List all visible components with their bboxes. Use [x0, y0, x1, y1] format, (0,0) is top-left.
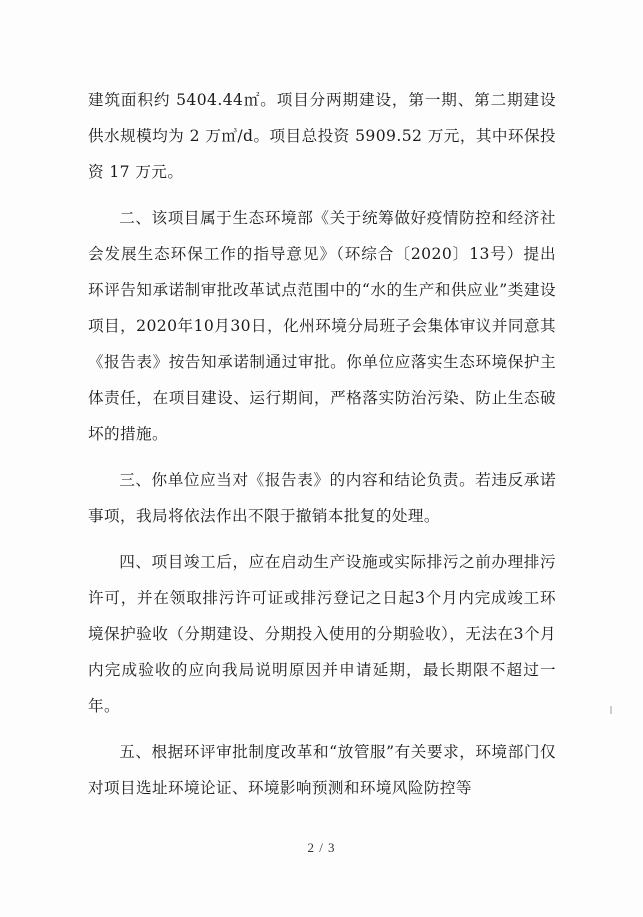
scan-mark [610, 706, 612, 714]
document-body [88, 82, 556, 806]
paragraph-completion-acceptance: 四、项目竣工后，应在启动生产设施或实际排污之前办理排污许可，并在领取排污许可证或排污登记之日起3个月内完成竣工环境保护验收（分期建设、分期投入使用的分期验收），无法在3个月内完成验收的应向我局说明原因并申请延期，最长期限不超过一年。 [88, 553, 556, 715]
paragraph-project-scale: 建筑面积约 5404.44㎡。项目分两期建设，第一期、第二期建设供水规模均为 2 万㎥/d。项目总投资 5909.52 万元，其中环保投资 17 万元。 [88, 91, 556, 181]
paragraph-reform-requirements: 五、根据环评审批制度改革和“放管服”有关要求，环境部门仅对项目选址环境论证、环境影响预测和环境风险防控等 [88, 743, 556, 797]
paragraph-responsibility: 三、你单位应当对《报告表》的内容和结论负责。若违反承诺事项，我局将依法作出不限于撤销本批复的处理。 [88, 471, 556, 525]
paragraph-approval-basis: 二、该项目属于生态环境部《关于统筹做好疫情防控和经济社会发展生态环保工作的指导意见》（环综合〔2020〕13号）提出环评告知承诺制审批改革试点范围中的“水的生产和供应业”类建设项目，2020年10月30日，化州环境分局班子会集体审议并同意其《报告表》按告知承诺制通过审批。你单位应落实生态环境保护主体责任，在项目建设、运行期间，严格落实防治污染、防止生态破坏的措施。 [88, 209, 556, 443]
page-number: 2 / 3 [307, 840, 336, 855]
